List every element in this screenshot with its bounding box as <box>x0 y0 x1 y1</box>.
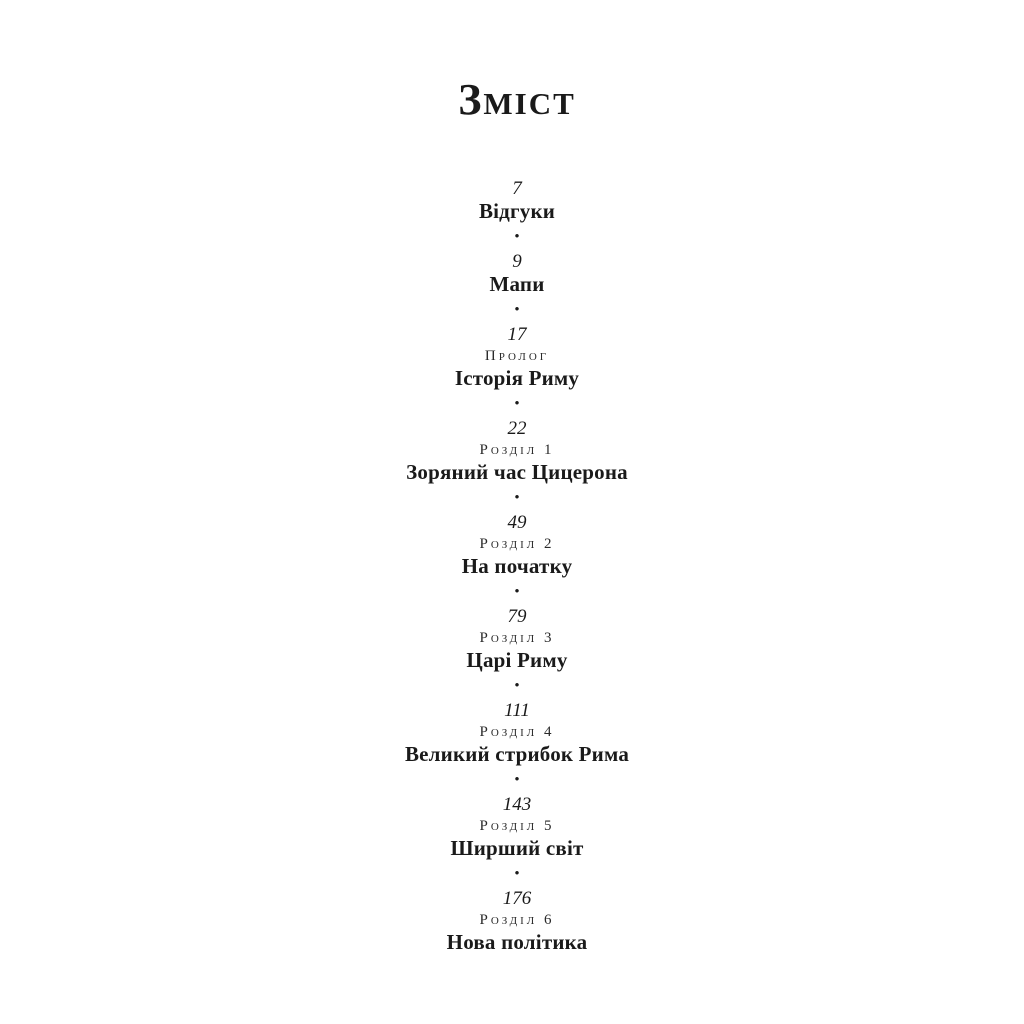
bullet-separator: • <box>514 866 520 882</box>
bullet-separator: • <box>514 678 520 694</box>
toc-entry <box>5 606 1024 672</box>
toc-entry <box>5 324 1024 390</box>
entry-page-number: 9 <box>512 251 522 272</box>
entry-chapter-label: Розділ 6 <box>479 912 555 928</box>
entry-page-number: 7 <box>512 178 522 199</box>
toc-entry <box>5 512 1024 578</box>
entry-title: Великий стрибок Рима <box>404 742 630 766</box>
bullet-separator: • <box>514 229 520 245</box>
toc-entry <box>5 888 1024 954</box>
entry-title: На початку <box>461 554 573 578</box>
entry-title: Історія Риму <box>454 366 580 390</box>
entry-page-number: 49 <box>507 512 527 533</box>
entry-chapter-label: Розділ 4 <box>479 724 555 740</box>
entry-page-number: 79 <box>507 606 527 627</box>
entry-title: Ширший світ <box>450 836 584 860</box>
entry-title: Мапи <box>489 272 545 296</box>
toc-entry <box>5 178 1024 223</box>
toc-entry <box>5 700 1024 766</box>
entry-chapter-label: Розділ 2 <box>479 536 555 552</box>
entry-chapter-label: Розділ 1 <box>479 442 555 458</box>
entry-chapter-label: Розділ 5 <box>479 818 555 834</box>
bullet-separator: • <box>514 302 520 318</box>
toc-entry <box>5 794 1024 860</box>
entry-page-number: 22 <box>507 418 527 439</box>
bullet-separator: • <box>514 584 520 600</box>
entry-title: Нова політика <box>446 930 588 954</box>
entry-chapter-label: Пролог <box>484 348 550 364</box>
entry-page-number: 143 <box>502 794 532 815</box>
bullet-separator: • <box>514 396 520 412</box>
entry-title: Царі Риму <box>466 648 568 672</box>
entry-page-number: 111 <box>504 700 530 721</box>
toc-list <box>5 178 1024 954</box>
toc-entry <box>5 418 1024 484</box>
toc-entry <box>5 251 1024 296</box>
page-title: Зміст <box>458 75 576 124</box>
entry-page-number: 176 <box>502 888 532 909</box>
entry-title: Відгуки <box>478 199 556 223</box>
entry-page-number: 17 <box>507 324 527 345</box>
entry-title: Зоряний час Цицерона <box>406 460 628 484</box>
bullet-separator: • <box>514 772 520 788</box>
bullet-separator: • <box>514 490 520 506</box>
table-of-contents <box>5 0 1024 954</box>
entry-chapter-label: Розділ 3 <box>479 630 555 646</box>
